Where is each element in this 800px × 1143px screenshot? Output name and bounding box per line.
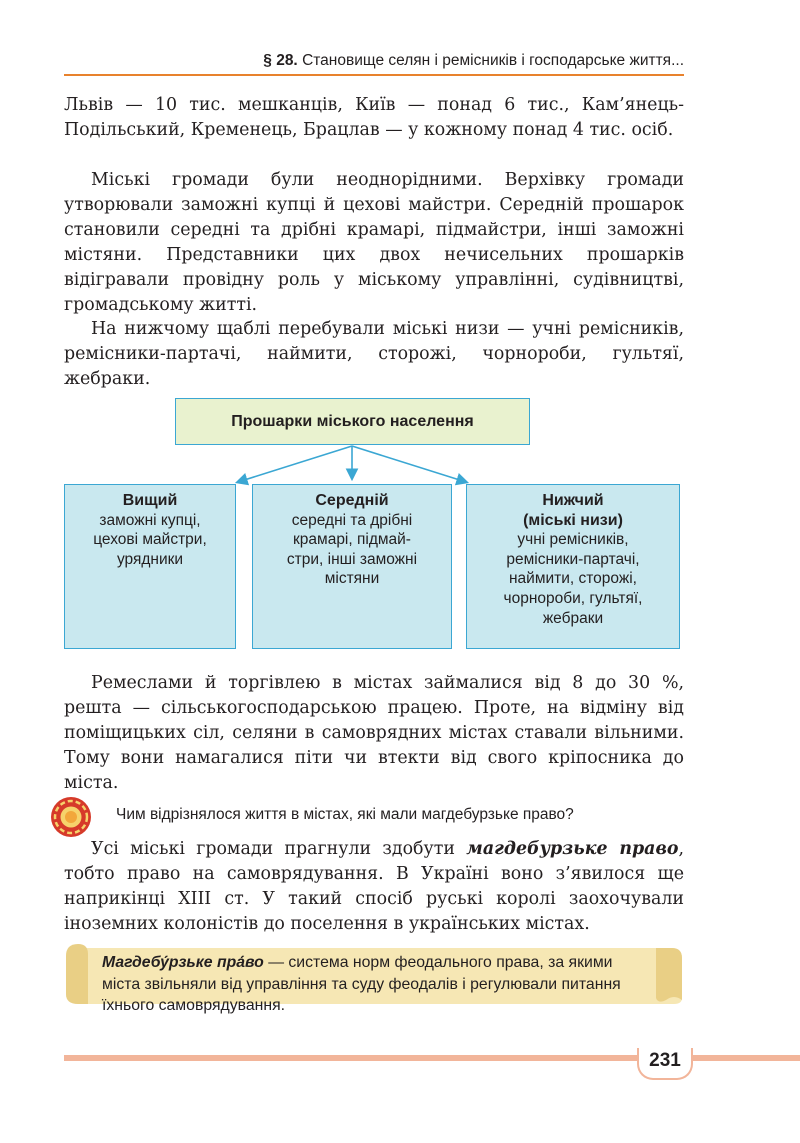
middle-line: крамарі, підмай- [293, 531, 411, 549]
lower-line: ремісники-партачі, [506, 550, 640, 568]
upper-heading: Вищий [122, 492, 178, 509]
diagram-box-lower [466, 484, 680, 649]
diagram-title: Прошарки міського населення [175, 398, 530, 445]
question-rosette-icon [50, 796, 92, 838]
lower-line: наймити, сторожі, [508, 570, 637, 588]
middle-line: містяни [324, 570, 380, 588]
section-title: Становище селян і ремісників і господарське життя... [302, 52, 684, 69]
lower-line: жебраки [542, 609, 604, 627]
upper-line: урядники [116, 550, 184, 568]
definition-text [102, 952, 650, 1017]
upper-line: заможні купці, [99, 511, 201, 529]
middle-line: стри, інші заможні [286, 550, 418, 568]
lower-line: чорнороби, гультяї, [503, 589, 643, 607]
lower-heading: Нижчий [542, 492, 604, 509]
paragraph-magdeburg-right [64, 837, 684, 937]
diagram-box-upper [64, 484, 236, 649]
definition-term: Магдебу́рзьке пра́во [102, 954, 264, 971]
page-number: 231 [637, 1048, 693, 1080]
magdeburg-term: магдебурзьке право [466, 839, 679, 859]
diagram-box-middle [252, 484, 452, 649]
p5-before: Усі міські громади прагнули здобути [91, 839, 467, 859]
paragraph-urban-communities: Міські громади були неоднорідними. Верхівку громади утворювали заможні купці й цехові майстри. Середній прошарок становили середні та дрібні крамарі, підмайстри, інші заможні містяни. Представники цих двох нечисельних прошарків відігравали провідну роль у міському управлінні, судівництві, громадському житті. [64, 170, 684, 315]
footer-rule-right [688, 1055, 800, 1061]
upper-line: цехові майстри, [93, 531, 207, 549]
definition-body: — система норм феодального права, за якими міста звільняли від управління та суду феодалів і регулювали питання їхнього самоврядування. [102, 954, 621, 1014]
question-text: Чим відрізнялося життя в містах, які мали магдебурзьке право? [116, 806, 574, 823]
middle-line: середні та дрібні [291, 511, 413, 529]
arrow-to-upper [238, 446, 352, 482]
paragraph-crafts-trade: Ремеслами й торгівлею в містах займалися від 8 до 30 %, решта — сільськогосподарською працею. Проте, на відміну від поміщицьких сіл, селяни в самоврядних містах ставали вільними. Тому вони намагалися піти чи втекти від свого кріпосника до міста. [64, 673, 684, 793]
section-number: § 28. [263, 52, 298, 69]
lower-line: учні ремісників, [517, 531, 629, 549]
middle-heading: Середній [315, 492, 389, 509]
paragraph-lower-class: На нижчому щаблі перебували міські низи — учні ремісників, ремісники-партачі, наймити, сторожі, чорнороби, гультяї, жебраки. [64, 319, 684, 389]
paragraph-cities-population: Львів — 10 тис. мешканців, Київ — понад 6 тис., Кам’янець-Подільський, Кременець, Брацлав — у кожному понад 4 тис. осіб. [64, 95, 684, 140]
footer-rule-left [64, 1055, 638, 1061]
p5-after: , тобто право на самоврядування. В Україні воно з’явилося ще наприкінці XIII ст. У такий спосіб руські королі заохочували іноземних колоністів до поселення в українських містах. [64, 839, 685, 934]
lower-subheading: (міські низи) [523, 511, 623, 529]
arrow-to-lower [352, 446, 466, 482]
